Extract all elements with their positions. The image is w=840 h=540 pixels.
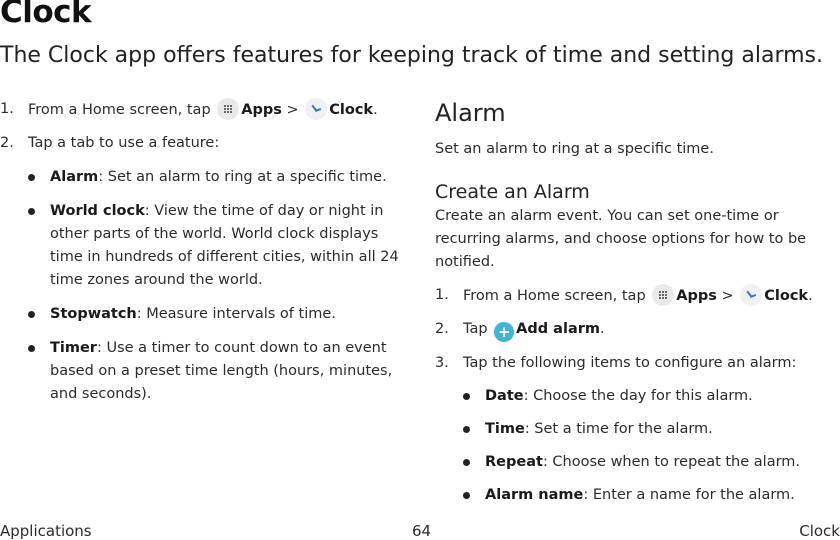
bullet-text: : Choose when to repeat the alarm. [542, 454, 801, 470]
bullet-repeat [435, 451, 830, 474]
bullet-label: Repeat [485, 454, 543, 470]
bullet-dot [463, 492, 470, 499]
clock-icon [740, 284, 762, 306]
step-text: From a Home screen, tap [463, 288, 646, 304]
section-heading: Alarm [435, 99, 506, 127]
step-1 [435, 284, 830, 308]
clock-icon [305, 98, 327, 120]
bullet-dot [28, 311, 35, 318]
footer-section: Applications [0, 522, 92, 540]
add-alarm-label: Add alarm [516, 321, 600, 337]
separator: > [721, 288, 734, 304]
step-2 [0, 132, 400, 155]
bullet-text: : Use a timer to count down to an event based on a preset time length (hours, minutes, and seconds). [50, 340, 393, 402]
bullet-dot [28, 174, 35, 181]
bullet-dot [463, 426, 470, 433]
step-number: 1. [435, 287, 449, 303]
step-text: Tap the following items to configure an alarm: [463, 355, 797, 371]
left-column [0, 98, 400, 406]
bullet-timer [0, 337, 400, 406]
bullet-dot [463, 459, 470, 466]
bullet-text: : Enter a name for the alarm. [583, 487, 795, 503]
bullet-text: : Measure intervals of time. [136, 306, 336, 322]
step-number: 3. [435, 355, 449, 371]
bullet-label: Stopwatch [50, 306, 137, 322]
subsection-heading: Create an Alarm [435, 181, 590, 203]
subsection-text: Create an alarm event. You can set one-time or recurring alarms, and choose options for how to be notified. [435, 208, 807, 270]
page-intro: The Clock app offers features for keeping track of time and setting alarms. [0, 43, 824, 68]
bullet-dot [463, 393, 470, 400]
bullet-alarm-name [435, 484, 830, 507]
bullet-dot [28, 345, 35, 352]
page-title: Clock [0, 0, 92, 30]
apps-icon [217, 98, 239, 120]
bullet-text: : Set an alarm to ring at a specific time. [98, 169, 387, 185]
add-icon: + [494, 322, 514, 342]
bullet-label: World clock [50, 203, 145, 219]
step-text: Tap a tab to use a feature: [28, 135, 220, 151]
punctuation: . [808, 288, 813, 304]
apps-label: Apps [241, 102, 282, 118]
apps-icon [652, 284, 674, 306]
bullet-label: Alarm name [485, 487, 584, 503]
bullet-dot [28, 208, 35, 215]
bullet-label: Alarm [50, 169, 99, 185]
clock-label: Clock [764, 288, 809, 304]
punctuation: . [373, 102, 378, 118]
bullet-time [435, 418, 830, 441]
punctuation: . [599, 321, 605, 337]
bullet-alarm [0, 166, 400, 189]
step-number: 2. [0, 135, 14, 151]
step-number: 1. [0, 101, 14, 117]
page-number: 64 [412, 522, 432, 540]
bullet-stopwatch [0, 303, 400, 326]
step-2 [435, 318, 830, 342]
bullet-label: Date [485, 388, 524, 404]
bullet-label: Timer [50, 340, 97, 356]
step-number: 2. [435, 321, 449, 337]
section-text: Set an alarm to ring at a specific time. [435, 141, 714, 157]
step-text: From a Home screen, tap [28, 102, 211, 118]
step-1 [0, 98, 400, 122]
clock-label: Clock [329, 102, 374, 118]
footer-chapter: Clock [799, 522, 840, 540]
bullet-text: : Set a time for the alarm. [524, 421, 713, 437]
right-column [435, 98, 830, 507]
bullet-world-clock [0, 200, 400, 292]
bullet-text: : View the time of day or night in other parts of the world. World clock displays time in hundreds of different cities, within all 24 time zones around the world. [50, 203, 399, 288]
step-3 [435, 352, 830, 375]
separator: > [286, 102, 299, 118]
bullet-date [435, 385, 830, 408]
bullet-text: : Choose the day for this alarm. [523, 388, 753, 404]
step-text: Tap [463, 321, 488, 337]
apps-label: Apps [676, 288, 717, 304]
bullet-label: Time [485, 421, 525, 437]
